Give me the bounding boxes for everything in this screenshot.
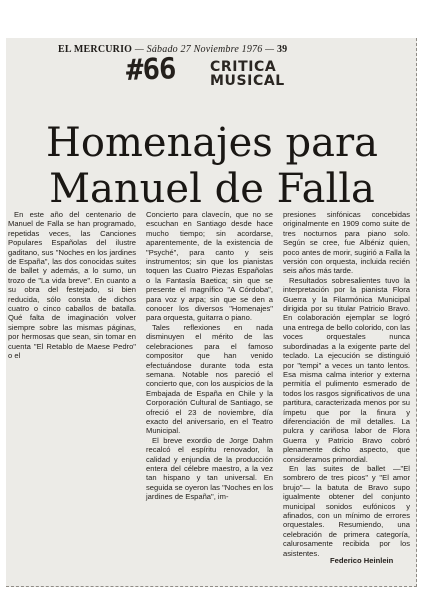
headline-line-1: Homenajes para <box>46 120 378 166</box>
article-column-2 <box>146 210 273 502</box>
publication-name: EL MERCURIO <box>58 44 133 55</box>
article-headline <box>10 120 414 212</box>
headline-line-2: Manuel de Falla <box>49 166 375 212</box>
article-column-3 <box>283 210 410 558</box>
column-3-paragraph-3: En las suites de ballet —"El sombrero de tres picos" y "El amor brujo"— la batuta de Bravo supo igualmente obtener del conjunto municipal sonidos eufónicos y afinados, con un mínimo de errores orquestales. Resumiendo, una celebración de primera categoría, calurosamente recibida por los asistentes. <box>283 463 410 558</box>
column-2-paragraph-3: El breve exordio de Jorge Dahm recalcó el espíritu renovador, la calidad y enjundia de la producción entera del célebre maestro, a la vez tan hispano y tan universal. En seguida se oyeron las "Noches en los jardines de España", im- <box>146 435 273 502</box>
column-1-paragraph-1: En este año del centenario de Manuel de Falla se han programado, repetidas veces, las Canciones Populares Españolas del ilustre gaditano, sus "Noches en los jardines de España", las dos conocidas suites de ballet y además, a lo sumo, un trozo de "La vida breve". En cuanto a su obra del festejado, si bien reducida, sólo consta de dichos cuatro o cinco caballos de batalla. Qué falta de imaginación volver siempre sobre las mismas páginas, por hermosas que sean, sin tomar en cuenta "El Retablo de Maese Pedro" o el <box>8 210 136 361</box>
column-3-paragraph-1: presiones sinfónicas concebidas originalmente en 1909 como suite de tres nocturnos para piano solo. Según se cree, fue Albéniz quien, poco antes de morir, sugirió a Falla la versión con orquesta, incluida recién seis años más tarde. <box>283 210 410 276</box>
column-3-paragraph-2: Resultados sobresalientes tuvo la interpretación por la pianista Flora Guerra y la Filarmónica Municipal dirigida por su titular Patricio Bravo. En colaboración ejemplar se logró una entrega de bello colorido, con las voces orquestales nunca subordinadas a la exigente parte del teclado. La ejecución se distinguió por "tempi" a veces un tanto lentos. Esa misma calma interior y externa permitía el pulimento esmerado de todos los rasgos significativos de una partitura, caracterizada menos por su ímpetu que por la finura y diferenciación de mil detalles. La pulcra y cariñosa labor de Flora Guerra y Patricio Bravo cobró plenamente dicho aspecto, que consideramos primordial. <box>283 275 410 464</box>
author-signature: Federico Heinlein <box>330 556 394 565</box>
section-line-1: CRITICA <box>210 59 277 75</box>
column-2-paragraph-2: Tales reflexiones en nada disminuyen el mérito de las celebraciones para el famoso compositor que han venido efectuándose durante toda esta semana. Notable nos pareció el concierto que, con los auspicios de la Embajada de España en Chile y la Corporación Cultural de Santiago, se ofreció el 23 de noviembre, día exacto del aniversario, en el Teatro Municipal. <box>146 322 273 436</box>
publication-date: — Sábado 27 Noviembre 1976 — <box>134 44 275 55</box>
section-heading <box>210 60 285 88</box>
page-number: 39 <box>276 44 288 55</box>
column-2-paragraph-1: Concierto para clavecín, que no se escuchan en Santiago desde hace mucho tiempo; sin acordarse, aparentemente, de la existencia de "Psyché", para canto y seis instrumentos; sin que los pianistas toquen las Cuatro Piezas Españolas o la Fantasía Baetica; sin que se presente el magnífico "A Córdoba", para voz y arpa; sin que se den a conocer los diversos "Homenajes" para orquesta, guitarra o piano. <box>146 210 273 323</box>
handwritten-archive-number: #66 <box>125 51 176 87</box>
section-line-2: MUSICAL <box>210 73 285 89</box>
article-column-1 <box>8 210 136 361</box>
